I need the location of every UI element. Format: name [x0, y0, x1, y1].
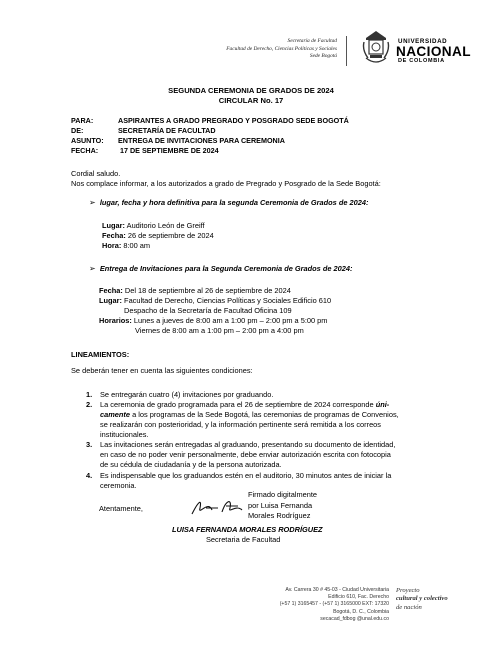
- office-line: Sede Bogotá: [309, 53, 337, 60]
- office-line: Secretaría de Facultad: [287, 38, 337, 44]
- signer-name: LUISA FERNANDA MORALES RODRÍGUEZ: [172, 525, 323, 534]
- section1-heading: [89, 198, 368, 208]
- meta-value-para: ASPIRANTES A GRADO PREGRADO Y POSGRADO SEDE BOGOTÁ: [118, 116, 349, 125]
- item-2-line-2: camente a los programas de la Sede Bogotá, las ceremonias de programas de Convenios,: [100, 410, 399, 419]
- item-2-line-3: se realizarán con posterioridad, y la información pertinente será remitida a los correos: [100, 420, 381, 429]
- section1-heading-text: lugar, fecha y hora definitiva para la segunda Ceremonia de Grados de 2024:: [99, 198, 369, 207]
- office-line: Facultad de Derecho, Ciencias Políticas y Sociales: [226, 45, 337, 52]
- office-header: [137, 38, 337, 61]
- item-2-line-4: institucionales.: [100, 430, 149, 439]
- item-3-line-3: de su cédula de ciudadanía y de la persona autorizada.: [100, 460, 282, 469]
- circular-number: CIRCULAR No. 17: [218, 96, 284, 105]
- closing: Atentamente,: [99, 504, 143, 513]
- handwritten-signature: [188, 494, 250, 518]
- university-seal-icon: [360, 28, 392, 68]
- item-4-line-1: Es indispensable que los graduandos estén en el auditorio, 30 minutos antes de iniciar la: [100, 471, 392, 480]
- greeting: Cordial saludo.: [71, 169, 121, 178]
- meta-value-asunto: ENTREGA DE INVITACIONES PARA CEREMONIA: [118, 136, 285, 145]
- section2-horarios: Horarios: Lunes a jueves de 8:00 am a 1:00 pm – 2:00 pm a 5:00 pm: [99, 316, 328, 325]
- arrow-bullet-icon: ➢: [89, 264, 96, 273]
- item-3-line-2: en caso de no poder venir personalmente, debe enviar autorización escrita con fotocopia: [100, 450, 391, 459]
- item-1-line: Se entregarán cuatro (4) invitaciones por graduando.: [100, 390, 274, 399]
- meta-label-de: DE:: [71, 126, 84, 135]
- meta-label-para: PARA:: [71, 116, 94, 125]
- section1-hora: Hora: 8:00 am: [102, 241, 151, 250]
- proyecto-slogan: Proyecto cultural y colectivo de nación: [396, 587, 448, 611]
- digital-signature-note: Firmado digitalmente por Luisa Fernanda Morales Rodríguez: [248, 490, 318, 520]
- item-number: 3.: [86, 440, 93, 449]
- header-divider: [346, 36, 347, 66]
- lineamientos-intro: Se deberán tener en cuenta las siguientes condiciones:: [71, 366, 253, 375]
- meta-value-fecha: 17 DE SEPTIEMBRE DE 2024: [118, 146, 219, 155]
- arrow-bullet-icon: ➢: [89, 198, 96, 207]
- item-number: 1.: [86, 390, 93, 399]
- footer-contact: Av. Carrera 30 # 45-03 - Ciudad Universitaria Edificio 610, Fac. Derecho (+57 1) 3165457 - (+57 1) 3165000 EXT: 17320 Bogotá, D. C., Colombia secacad_fdbog @unal.edu.co: [279, 587, 389, 622]
- section2-fecha: Fecha: Del 18 de septiembre al 26 de septiembre de 2024: [99, 286, 291, 295]
- item-number: 2.: [86, 400, 93, 409]
- lineamientos-title: LINEAMIENTOS:: [71, 350, 130, 359]
- item-2-line-1: La ceremonia de grado programada para el 26 de septiembre de 2024 corresponde úni-: [100, 400, 390, 409]
- section2-horarios-2: Viernes de 8:00 am a 1:00 pm – 2:00 pm a 4:00 pm: [135, 326, 304, 335]
- item-number: 4.: [86, 471, 93, 480]
- university-line-3: DE COLOMBIA: [398, 58, 445, 64]
- item-3-line-1: Las invitaciones serán entregadas al graduando, presentando su documento de identidad,: [100, 440, 396, 449]
- doc-title: SEGUNDA CEREMONIA DE GRADOS DE 2024: [168, 86, 334, 95]
- university-line-1: UNIVERSIDAD: [398, 38, 448, 45]
- section2-heading-text: Entrega de Invitaciones para la Segunda Ceremonia de Grados de 2024:: [99, 264, 353, 273]
- item-4-line-2: ceremonia.: [100, 481, 137, 490]
- intro-text: Nos complace informar, a los autorizados a grado de Pregrado y Posgrado de la Sede Bogotá:: [71, 179, 381, 188]
- section1-lugar: Lugar: Auditorio León de Greiff: [102, 221, 205, 230]
- meta-label-fecha: FECHA:: [71, 146, 99, 155]
- meta-label-asunto: ASUNTO:: [71, 136, 104, 145]
- section2-lugar-2: Despacho de la Secretaría de Facultad Oficina 109: [124, 306, 292, 315]
- signer-role: Secretaria de Facultad: [206, 535, 281, 544]
- section1-fecha: Fecha: 26 de septiembre de 2024: [102, 231, 214, 240]
- university-line-2: NACIONAL: [396, 44, 471, 59]
- section2-lugar: Lugar: Facultad de Derecho, Ciencias Políticas y Sociales Edificio 610: [99, 296, 332, 305]
- section2-heading: [89, 264, 352, 274]
- meta-value-de: SECRETARÍA DE FACULTAD: [118, 126, 216, 135]
